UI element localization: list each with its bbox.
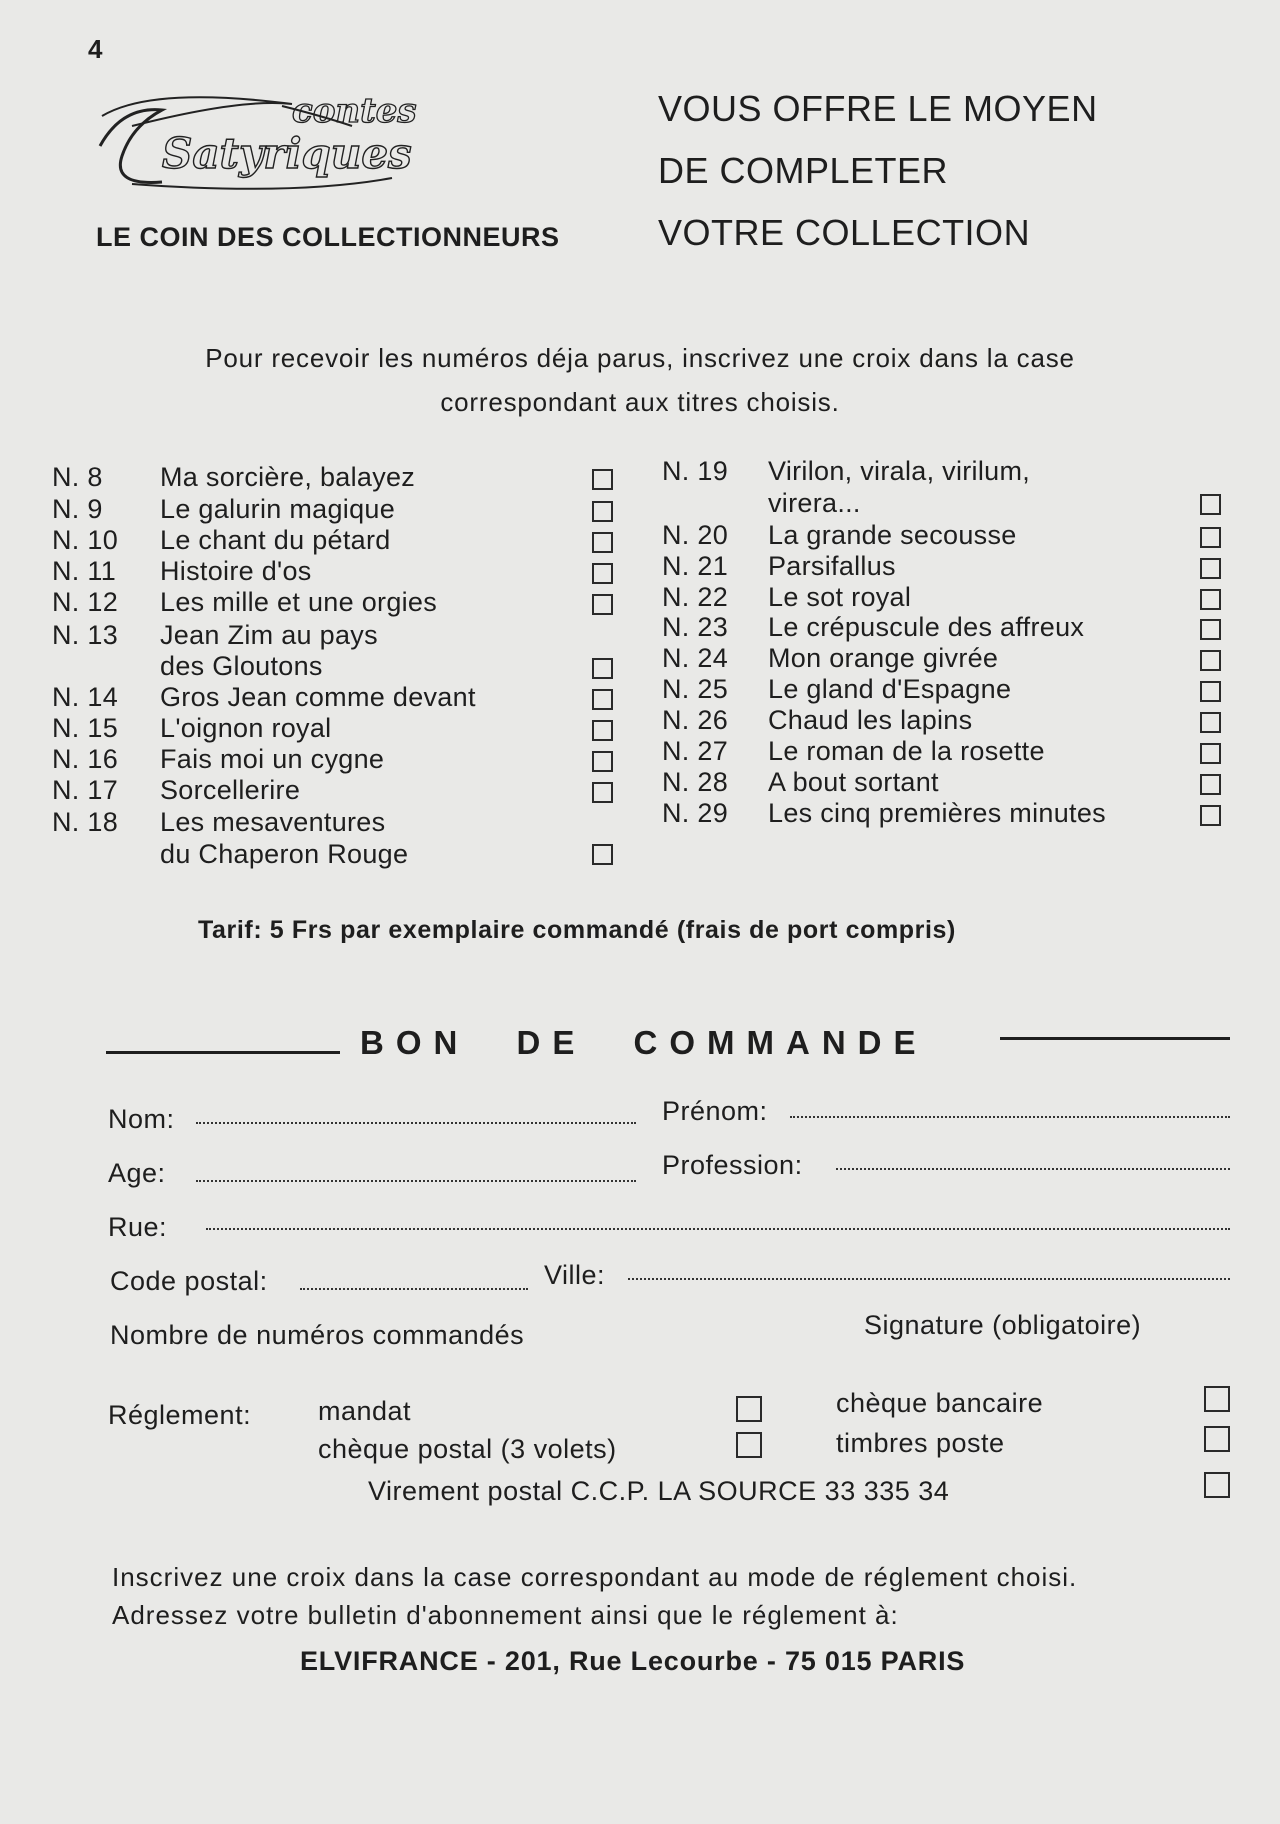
instruction-line-2: Adressez votre bulletin d'abonnement ainsi que le réglement à:: [112, 1600, 899, 1630]
issue-title-continued: virera...: [768, 488, 861, 518]
issue-title: Le chant du pétard: [160, 525, 391, 555]
profession-field[interactable]: [836, 1168, 1230, 1170]
intro-text: [80, 336, 1200, 424]
signature-label: Signature (obligatoire): [864, 1310, 1142, 1340]
issue-title: Parsifallus: [768, 551, 896, 581]
svg-text:Satyriques: Satyriques: [162, 129, 412, 178]
nombre-label: Nombre de numéros commandés: [110, 1320, 525, 1350]
checkbox-issue-15[interactable]: [592, 720, 613, 741]
issue-number: N. 16: [52, 744, 119, 774]
ville-field[interactable]: [628, 1278, 1230, 1280]
order-title-rule-right: [1000, 1037, 1230, 1040]
issue-title: Gros Jean comme devant: [160, 682, 476, 712]
offer-line-3: VOTRE COLLECTION: [658, 212, 1031, 253]
issue-number: N. 25: [662, 674, 729, 704]
offer-heading: [658, 78, 1098, 264]
code-postal-field[interactable]: [300, 1288, 528, 1290]
checkbox-issue-8[interactable]: [592, 469, 613, 490]
issue-title: Les mesaventures: [160, 807, 386, 837]
checkbox-issue-10[interactable]: [592, 532, 613, 553]
collectors-corner-heading: LE COIN DES COLLECTIONNEURS: [96, 222, 560, 252]
nom-label: Nom:: [108, 1104, 175, 1134]
issue-title-continued: des Gloutons: [160, 651, 323, 681]
issue-number: N. 9: [52, 494, 103, 524]
checkbox-issue-13[interactable]: [592, 658, 613, 679]
rue-label: Rue:: [108, 1212, 168, 1242]
issue-title: Fais moi un cygne: [160, 744, 385, 774]
contes-satyriques-logo: [92, 86, 532, 196]
virement-label: Virement postal C.C.P. LA SOURCE 33 335 34: [368, 1476, 950, 1506]
checkbox-issue-19[interactable]: [1200, 494, 1221, 515]
issue-title: L'oignon royal: [160, 713, 332, 743]
checkbox-issue-26[interactable]: [1200, 712, 1221, 733]
issue-number: N. 12: [52, 587, 119, 617]
checkbox-issue-29[interactable]: [1200, 805, 1221, 826]
issue-number: N. 27: [662, 736, 729, 766]
profession-label: Profession:: [662, 1150, 803, 1180]
page-number: 4: [88, 34, 103, 64]
titles-list-right: [662, 456, 1234, 836]
checkbox-issue-17[interactable]: [592, 782, 613, 803]
issue-title: Ma sorcière, balayez: [160, 462, 416, 492]
ville-label: Ville:: [544, 1260, 606, 1290]
mandat-label: mandat: [318, 1396, 412, 1426]
instruction-line-1: Inscrivez une croix dans la case correspondant au mode de réglement choisi.: [112, 1562, 1078, 1592]
age-label: Age:: [108, 1158, 166, 1188]
cheque-postal-label: chèque postal (3 volets): [318, 1434, 617, 1464]
prenom-label: Prénom:: [662, 1096, 768, 1126]
issue-title: Le crépuscule des affreux: [768, 612, 1085, 642]
cheque-bancaire-label: chèque bancaire: [836, 1388, 1044, 1418]
rue-field[interactable]: [206, 1228, 1230, 1230]
issue-number: N. 17: [52, 775, 119, 805]
issue-title: La grande secousse: [768, 520, 1017, 550]
issue-number: N. 24: [662, 643, 729, 673]
issue-title: Sorcellerire: [160, 775, 301, 805]
checkbox-virement[interactable]: [1204, 1472, 1230, 1498]
logo-graphic: [92, 86, 532, 196]
issue-title: Le galurin magique: [160, 494, 396, 524]
checkbox-issue-18[interactable]: [592, 844, 613, 865]
issue-number: N. 14: [52, 682, 119, 712]
price-note: Tarif: 5 Frs par exemplaire commandé (frais de port compris): [198, 916, 956, 944]
checkbox-issue-21[interactable]: [1200, 558, 1221, 579]
issue-number: N. 18: [52, 807, 119, 837]
checkbox-issue-27[interactable]: [1200, 743, 1221, 764]
issue-number: N. 11: [52, 556, 117, 586]
issue-number: N. 28: [662, 767, 729, 797]
issue-number: N. 15: [52, 713, 119, 743]
checkbox-issue-22[interactable]: [1200, 589, 1221, 610]
checkbox-issue-11[interactable]: [592, 563, 613, 584]
checkbox-issue-9[interactable]: [592, 501, 613, 522]
order-form-title: BON DE COMMANDE: [360, 1024, 928, 1061]
checkbox-issue-16[interactable]: [592, 751, 613, 772]
titles-list-left: [52, 462, 622, 882]
age-field[interactable]: [196, 1180, 636, 1182]
svg-text:contes: contes: [292, 91, 417, 131]
issue-title: Chaud les lapins: [768, 705, 973, 735]
issue-title: Les cinq premières minutes: [768, 798, 1106, 828]
mailing-address: ELVIFRANCE - 201, Rue Lecourbe - 75 015 PARIS: [300, 1646, 966, 1676]
intro-line-2: correspondant aux titres choisis.: [440, 387, 840, 417]
issue-number: N. 26: [662, 705, 729, 735]
issue-title: Le sot royal: [768, 582, 912, 612]
issue-number: N. 21: [662, 551, 729, 581]
checkbox-issue-12[interactable]: [592, 594, 613, 615]
issue-number: N. 10: [52, 525, 119, 555]
checkbox-issue-14[interactable]: [592, 689, 613, 710]
issue-title: Mon orange givrée: [768, 643, 999, 673]
order-title-rule-left: [106, 1051, 340, 1054]
timbres-label: timbres poste: [836, 1428, 1005, 1458]
issue-title: Les mille et une orgies: [160, 587, 438, 617]
code-postal-label: Code postal:: [110, 1266, 268, 1296]
issue-number: N. 20: [662, 520, 729, 550]
checkbox-issue-23[interactable]: [1200, 619, 1221, 640]
issue-title: Jean Zim au pays: [160, 620, 378, 650]
intro-line-1: Pour recevoir les numéros déja parus, inscrivez une croix dans la case: [205, 343, 1075, 373]
issue-title: Histoire d'os: [160, 556, 312, 586]
checkbox-timbres-poste[interactable]: [1204, 1426, 1230, 1452]
nom-field[interactable]: [196, 1122, 636, 1124]
issue-title: Le roman de la rosette: [768, 736, 1045, 766]
checkbox-issue-28[interactable]: [1200, 774, 1221, 795]
payment-label: Réglement:: [108, 1400, 252, 1430]
issue-title: Virilon, virala, virilum,: [768, 456, 1031, 486]
checkbox-issue-24[interactable]: [1200, 650, 1221, 671]
issue-number: N. 8: [52, 462, 103, 492]
checkbox-issue-20[interactable]: [1200, 527, 1221, 548]
issue-number: N. 22: [662, 582, 729, 612]
offer-line-2: DE COMPLETER: [658, 150, 949, 191]
issue-number: N. 23: [662, 612, 729, 642]
issue-number: N. 29: [662, 798, 729, 828]
prenom-field[interactable]: [790, 1116, 1230, 1118]
checkbox-cheque-bancaire[interactable]: [1204, 1386, 1230, 1412]
checkbox-issue-25[interactable]: [1200, 681, 1221, 702]
issue-title: Le gland d'Espagne: [768, 674, 1012, 704]
checkbox-mandat[interactable]: [736, 1396, 762, 1422]
issue-number: N. 19: [662, 456, 729, 486]
issue-title-continued: du Chaperon Rouge: [160, 839, 409, 869]
issue-number: N. 13: [52, 620, 119, 650]
issue-title: A bout sortant: [768, 767, 939, 797]
offer-line-1: VOUS OFFRE LE MOYEN: [658, 88, 1098, 129]
checkbox-cheque-postal[interactable]: [736, 1432, 762, 1458]
